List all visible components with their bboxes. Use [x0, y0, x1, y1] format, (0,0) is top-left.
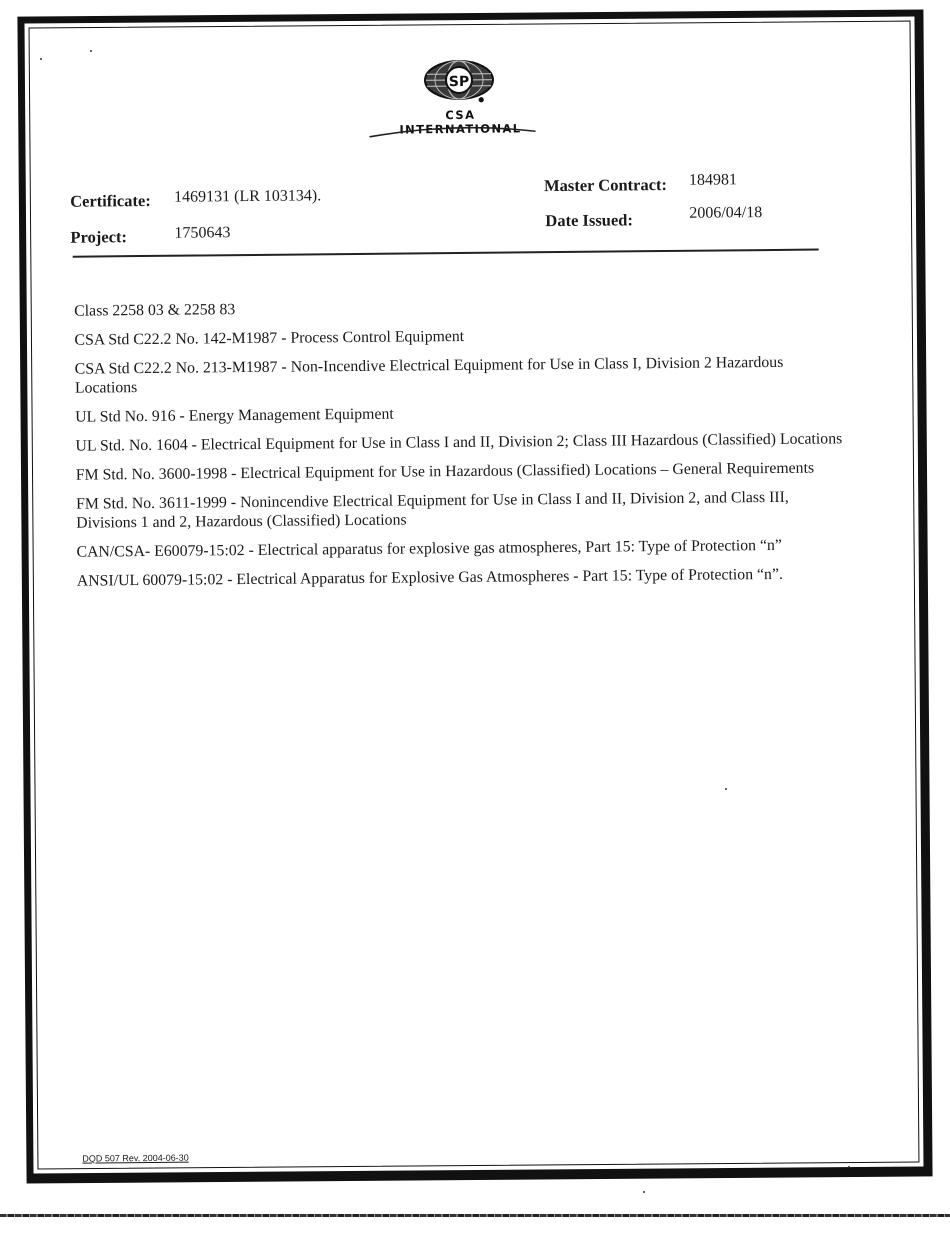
master-contract-label: Master Contract:: [543, 174, 668, 196]
standard-item: FM Std. No. 3600-1998 - Electrical Equipment for Use in Hazardous (Classified) Locations – General Requirements: [75, 459, 815, 484]
standard-item: CSA Std C22.2 No. 142-M1987 - Process Control Equipment: [74, 327, 465, 349]
standard-item: FM Std. No. 3611-1999 - Nonincendive Electrical Equipment for Use in Class I and II, Division 2, and Class III, Divisions 1 and 2, Hazardous (Classified) Locations: [75, 488, 789, 532]
csa-globe-icon: [421, 58, 499, 107]
form-code: DQD 507 Rev. 2004-06-30: [82, 1152, 189, 1164]
svg-text:SP: SP: [448, 73, 470, 91]
standard-item: Class 2258 03 & 2258 83: [74, 301, 236, 320]
scan-speck: [643, 1191, 645, 1193]
standard-item: CSA Std C22.2 No. 213-M1987 - Non-Incendive Electrical Equipment for Use in Class I, Division 2 Hazardous Locations: [74, 353, 784, 397]
project-value: 1750643: [174, 224, 231, 242]
standard-item: UL Std No. 916 - Energy Management Equipment: [75, 405, 394, 426]
header-divider: [73, 249, 819, 258]
logo-swoosh: [367, 123, 537, 139]
scan-speck: [40, 58, 42, 60]
date-issued-value: 2006/04/18: [689, 204, 763, 222]
scan-speck: [725, 788, 727, 790]
scan-artifact-line: [0, 1214, 950, 1217]
standard-item: CAN/CSA- E60079-15:02 - Electrical apparatus for explosive gas atmospheres, Part 15: Type of Protection “n”: [76, 536, 782, 561]
standards-list: [74, 294, 847, 600]
logo-text: CSA INTERNATIONAL: [399, 107, 522, 137]
project-label: Project:: [70, 227, 128, 247]
standard-item: ANSI/UL 60079-15:02 - Electrical Apparatus for Explosive Gas Atmospheres - Part 15: Type of Protection “n”.: [76, 565, 783, 590]
standard-item: UL Std. No. 1604 - Electrical Equipment for Use in Class I and II, Division 2; Class III Hazardous (Classified) Locations: [75, 430, 843, 455]
date-issued-label: Date Issued:: [545, 210, 633, 231]
certificate-label: Certificate:: [70, 190, 151, 211]
scan-speck: [848, 1166, 850, 1168]
certificate-value: 1469131 (LR 103134).: [174, 187, 322, 206]
scan-speck: [90, 50, 92, 52]
master-contract-value: 184981: [688, 171, 738, 189]
